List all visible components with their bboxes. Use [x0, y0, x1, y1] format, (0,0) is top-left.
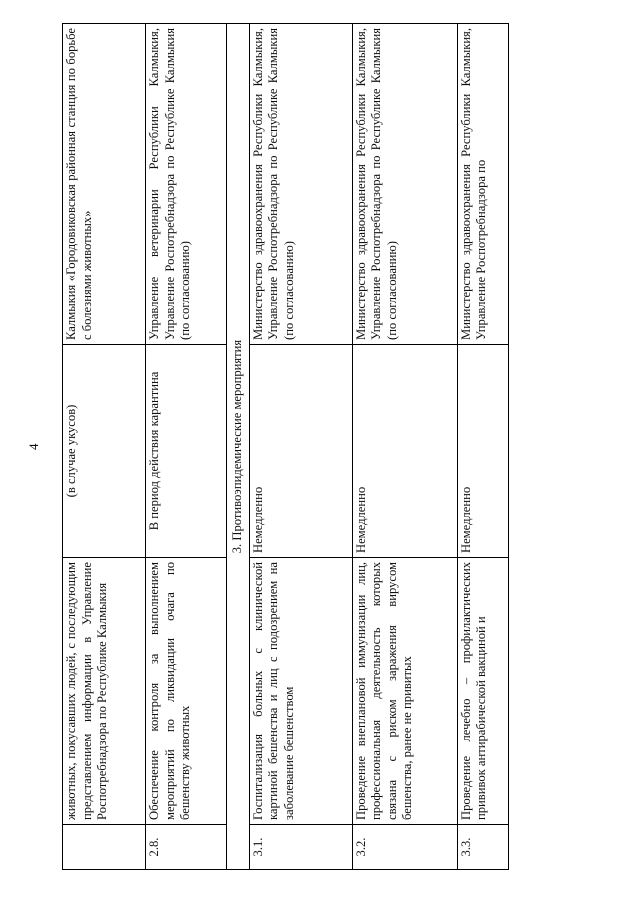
row-number [63, 825, 146, 870]
row-number: 3.2. [352, 825, 457, 870]
executor-cell: Министерство здравоохранения Республики Калмыкия, Управление Роспотребнадзора по Республике Калмыкия (по согласованию) [249, 24, 352, 345]
page-number: 4 [26, 443, 41, 450]
measure-cell: Проведение лечебно – профилактических прививок антирабической вакциной и [457, 558, 508, 825]
measure-cell: Госпитализация больных с клинической картиной бешенства и лиц с подозрением на заболевание бешенством [249, 558, 352, 825]
term-cell: Немедленно [352, 345, 457, 558]
executor-cell: Калмыкия «Городовиковская районная станция по борьбе с болезнями животных» [63, 24, 146, 345]
measure-cell: Обеспечение контроля за выполнением мероприятий по ликвидации очага по бешенству животных [146, 558, 227, 825]
term-cell: В период действия карантина [146, 345, 227, 558]
table-row [63, 24, 146, 870]
section-header-row [227, 24, 250, 870]
section-title: 3. Противоэпидемические мероприятия [227, 24, 250, 870]
table-row [352, 24, 457, 870]
measure-cell: Проведение внеплановой иммунизации лиц, профессиональная деятельность которых связана с риском заражения вирусом бешенства, ранее не привитых [352, 558, 457, 825]
executor-cell: Управление ветеринарии Республики Калмыкия, Управление Роспотребнадзора по Республике Калмыкия (по согласованию) [146, 24, 227, 345]
row-number: 3.1. [249, 825, 352, 870]
measure-cell: животных, покусавших людей, с последующим представлением информации в Управление Роспотребнадзора по Республике Калмыкия [63, 558, 146, 825]
executor-cell: Министерство здравоохранения Республики Калмыкия, Управление Роспотребнадзора по [457, 24, 508, 345]
term-cell: (в случае укусов) [63, 345, 146, 558]
measures-table [62, 23, 509, 870]
row-number: 3.3. [457, 825, 508, 870]
term-cell: Немедленно [457, 345, 508, 558]
table-row [146, 24, 227, 870]
term-cell: Немедленно [249, 345, 352, 558]
document-table-wrapper [62, 28, 558, 870]
table-row [249, 24, 352, 870]
row-number: 2.8. [146, 825, 227, 870]
executor-cell: Министерство здравоохранения Республики Калмыкия, Управление Роспотребнадзора по Республике Калмыкия (по согласованию) [352, 24, 457, 345]
table-row [457, 24, 508, 870]
